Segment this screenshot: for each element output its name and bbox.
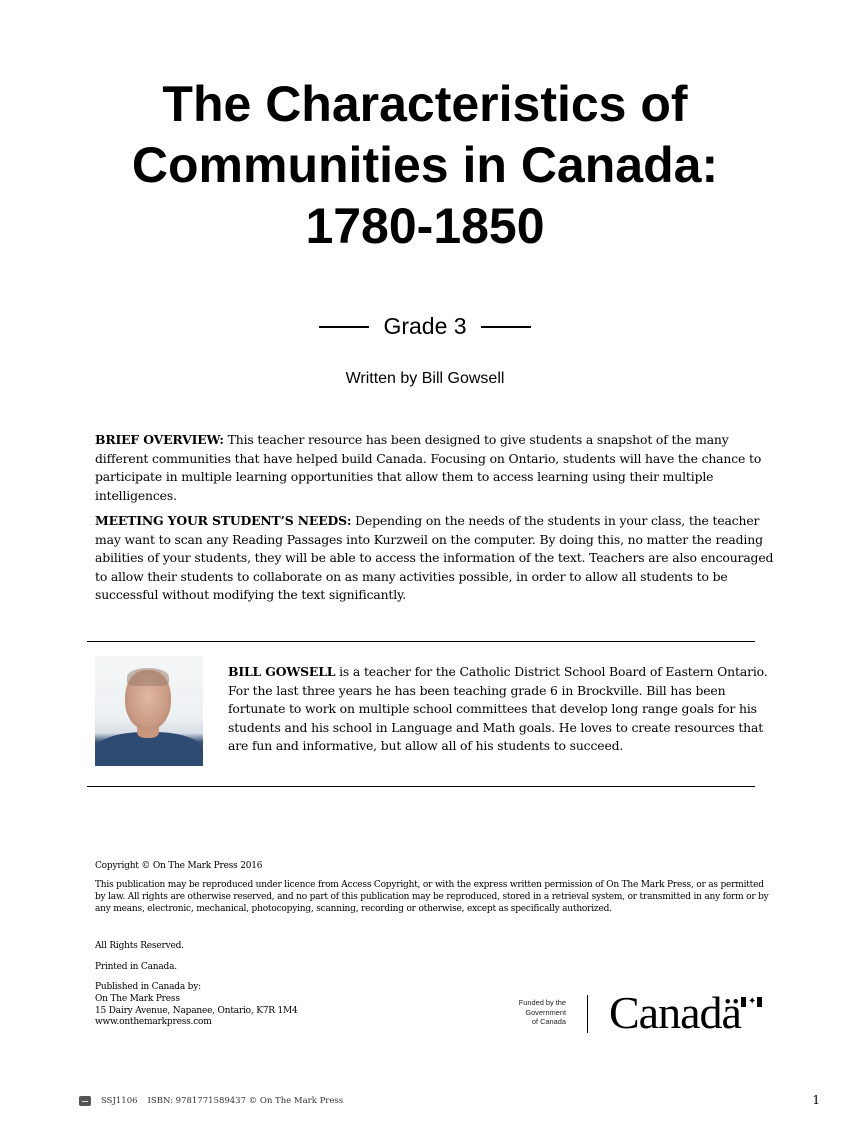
publisher-website[interactable]: www.onthemarkpress.com [95, 1017, 212, 1028]
canada-wordmark-logo: Canadä [609, 987, 741, 1038]
funded-line-2: Government [525, 1007, 566, 1017]
divider-top [87, 641, 755, 642]
published-by-label: Published in Canada by: [95, 982, 201, 992]
page-number: 1 [812, 1093, 820, 1107]
photo-hair [127, 668, 169, 686]
printed-in: Printed in Canada. [95, 962, 177, 972]
student-needs-paragraph [95, 512, 780, 605]
copyright-line: Copyright © On The Mark Press 2016 [95, 861, 263, 871]
divider-bottom [87, 786, 755, 787]
title-line-1: The Characteristics of [162, 76, 688, 132]
publisher-address: 15 Dairy Avenue, Napanee, Ontario, K7R 1M4 [95, 1005, 298, 1016]
author-bio-name: BILL GOWSELL [228, 664, 336, 679]
product-code: SSJ1106 [101, 1096, 138, 1106]
flag-center [746, 997, 757, 1007]
grade-rule-left [319, 326, 369, 328]
student-needs-text: Depending on the needs of the students in your class, the teacher may want to scan any Reading Passages into Kurzweil on the computer. By doing this, no matter the reading abilities of your students, they will be able to access the information of the text. Teachers are also encouraged to allow their students to collaborate on as many activities possible, in order to allow all students to be successful without modifying the text significantly. [95, 513, 774, 603]
grade-label: Grade 3 [383, 313, 467, 339]
isbn-text: ISBN: 9781771589437 © On The Mark Press [147, 1096, 344, 1106]
flag-bar-right [757, 997, 762, 1007]
author-photo [95, 656, 203, 766]
author-line: Written by Bill Gowsell [345, 370, 505, 387]
maple-leaf-icon: ✦ [748, 996, 757, 1007]
license-text: This publication may be reproduced under licence from Access Copyright, or with the express written permission of On The Mark Press, or as permitted by law. All rights are otherwise reserved, and no part of this publication may be reproduced, stored in a retrieval system, or transmitted in any form or by any means, electronic, mechanical, photocopying, scanning, recording or otherwise, except as specifically authorized. [95, 880, 769, 914]
brief-overview-label: BRIEF OVERVIEW: [95, 432, 224, 447]
student-needs-label: MEETING YOUR STUDENT’S NEEDS: [95, 513, 352, 528]
brief-overview-text: This teacher resource has been designed to give students a snapshot of the many different communities that have helped build Canada. Focusing on Ontario, students will have the chance to participate in multiple learning opportunities that allow them to access learning using their multiple intelligences. [95, 432, 762, 503]
title-line-3: 1780-1850 [305, 198, 545, 254]
grade-heading [0, 313, 850, 340]
funded-line-1: Funded by the [518, 998, 566, 1007]
title-line-2: Communities in Canada: [131, 137, 719, 193]
canada-flag-icon [741, 997, 762, 1007]
funding-divider [587, 995, 588, 1033]
author-bio-text: is a teacher for the Catholic District School Board of Eastern Ontario. For the last three years he has been teaching grade 6 in Brockville. Bill has been fortunate to work on multiple school committees that develop long range goals for his students and his school in Language and Math goals. He loves to create resources that are fun and informative, but allow all of his students to succeed. [228, 664, 768, 754]
printer-icon [79, 1096, 91, 1106]
brief-overview-paragraph [95, 431, 780, 505]
funded-by-text [502, 998, 566, 1027]
author-bio [228, 663, 783, 756]
grade-rule-right [481, 326, 531, 328]
funded-line-3: of Canada [531, 1017, 566, 1027]
rights-reserved: All Rights Reserved. [95, 941, 184, 951]
publisher-name: On The Mark Press [95, 993, 180, 1004]
page-title [60, 74, 790, 257]
page-footer [79, 1093, 479, 1109]
